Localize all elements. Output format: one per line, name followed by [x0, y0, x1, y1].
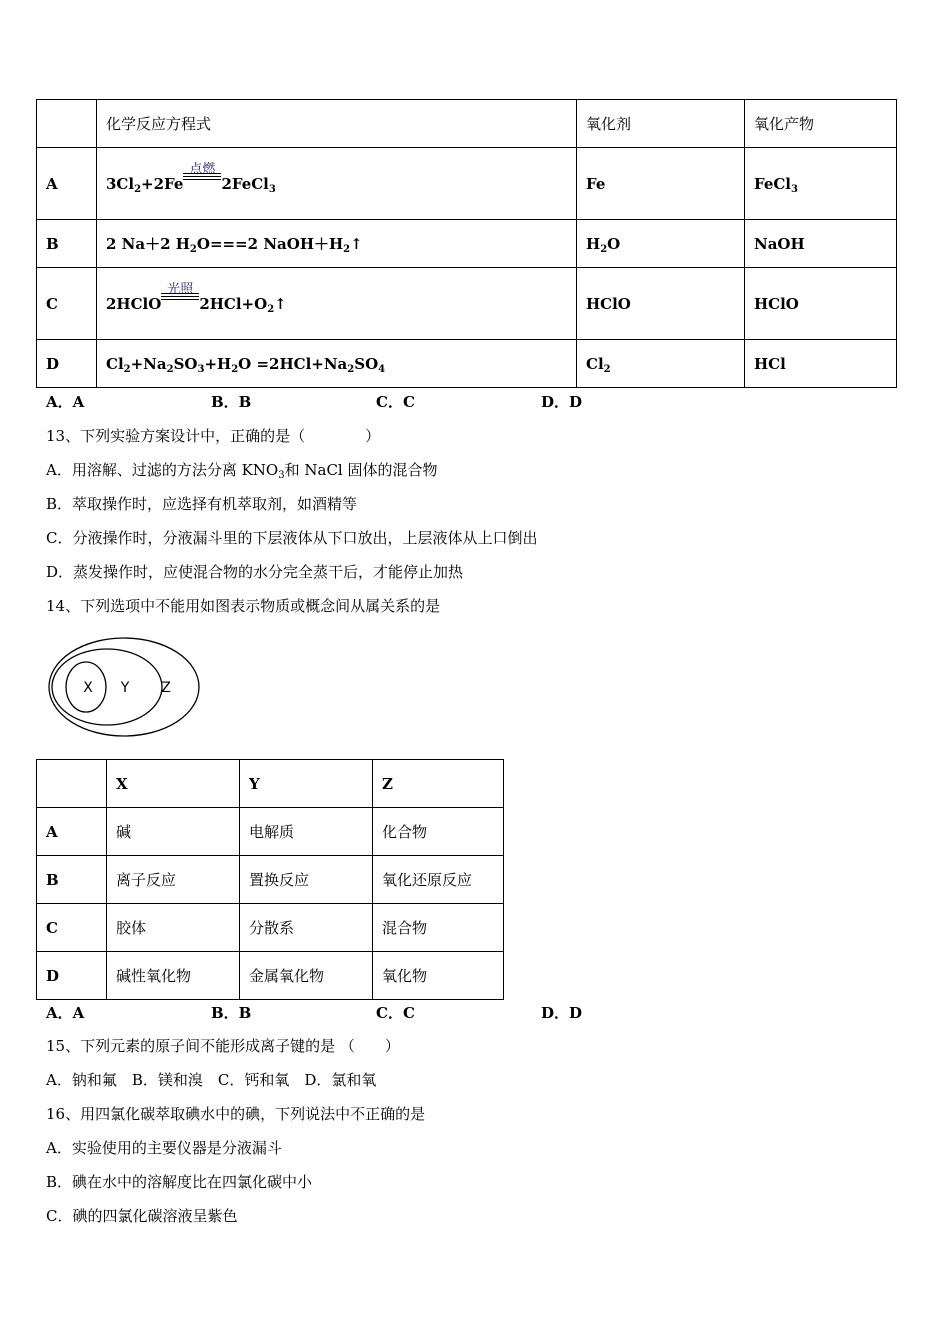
reaction-condition-arrow: [161, 281, 199, 309]
q13-stem: 13、下列实验方案设计中，正确的是（ ）: [46, 427, 381, 445]
q16-stem: 16、用四氯化碳萃取碘水中的碘，下列说法中不正确的是: [46, 1105, 426, 1123]
q12-oxidant-d: $Cl_2$: [577, 340, 745, 388]
q12-option-b: B．B: [211, 393, 252, 411]
q12-equation-a: $3Cl_2+2Fe$ 点燃 2FeCl$_3$: [97, 148, 577, 220]
condition-label: 光照: [167, 281, 194, 297]
q12-option-c: C．C: [376, 393, 415, 411]
q13-option-a: A．用溶解、过滤的方法分离 $KNO_3$和 NaCl 固体的混合物: [46, 461, 438, 481]
q14-cell: 离子反应: [107, 856, 240, 904]
q12-equation-d: $Cl_2+Na_2SO_3+H_2O =2HCl+Na_2SO_4$: [97, 340, 577, 388]
venn-diagram: [45, 634, 205, 744]
q14-table: [36, 759, 504, 1000]
q16-option-a: A．实验使用的主要仪器是分液漏斗: [46, 1139, 282, 1157]
q14-cell: 金属氧化物: [240, 952, 373, 1000]
q12-equation-c: 2HClO 光照 $2HCl+O_2↑$: [97, 268, 577, 340]
q14-header-row: [37, 760, 504, 808]
q14-cell: 混合物: [373, 904, 504, 952]
q14-row-d: [37, 952, 504, 1000]
q15-stem: 15、下列元素的原子间不能形成离子键的是 （ ）: [46, 1037, 400, 1055]
q14-cell: 置换反应: [240, 856, 373, 904]
q12-row-label: C: [37, 268, 97, 340]
q14-row-label: C: [37, 904, 107, 952]
q14-stem: 14、下列选项中不能用如图表示物质或概念间从属关系的是: [46, 597, 441, 615]
q12-header-product: 氧化产物: [745, 100, 897, 148]
q14-option-b: B．B: [211, 1004, 252, 1022]
q14-cell: 化合物: [373, 808, 504, 856]
q14-row-label: A: [37, 808, 107, 856]
q14-row-label: B: [37, 856, 107, 904]
reaction-condition-arrow: [183, 161, 221, 189]
q12-header-blank: [37, 100, 97, 148]
q12-header-equation: 化学反应方程式: [97, 100, 577, 148]
q14-row-b: [37, 856, 504, 904]
q12-product-d: HCl: [745, 340, 897, 388]
q14-header-z: Z: [373, 760, 504, 808]
q13-option-b: B．萃取操作时，应选择有机萃取剂，如酒精等: [46, 495, 358, 513]
q12-product-c: HClO: [745, 268, 897, 340]
q14-cell: 胶体: [107, 904, 240, 952]
q12-options: [46, 391, 706, 412]
q12-option-d: D．D: [541, 393, 583, 411]
q14-row-label: D: [37, 952, 107, 1000]
q12-product-a: FeCl$_3$: [745, 148, 897, 220]
q14-options: [46, 1002, 706, 1023]
q12-row-label: A: [37, 148, 97, 220]
q14-cell: 氧化物: [373, 952, 504, 1000]
q13-option-d: D．蒸发操作时，应使混合物的水分完全蒸干后，才能停止加热: [46, 563, 464, 581]
q14-cell: 氧化还原反应: [373, 856, 504, 904]
q12-row-b: [37, 220, 897, 268]
q14-option-d: D．D: [541, 1004, 583, 1022]
q16-option-b: B．碘在水中的溶解度比在四氯化碳中小: [46, 1173, 313, 1191]
q12-header-oxidant: 氧化剂: [577, 100, 745, 148]
q14-option-c: C．C: [376, 1004, 415, 1022]
label-y: Y: [120, 680, 130, 696]
q12-oxidant-b: $H_2O$: [577, 220, 745, 268]
q12-row-c: [37, 268, 897, 340]
q12-row-d: [37, 340, 897, 388]
q14-cell: 电解质: [240, 808, 373, 856]
label-z: Z: [161, 680, 171, 696]
q12-product-b: NaOH: [745, 220, 897, 268]
q14-cell: 碱性氧化物: [107, 952, 240, 1000]
q12-oxidant-a: Fe: [577, 148, 745, 220]
label-x: X: [83, 680, 93, 696]
condition-label: 点燃: [189, 161, 216, 177]
q12-oxidant-c: HClO: [577, 268, 745, 340]
q14-header-y: Y: [240, 760, 373, 808]
q16-option-c: C．碘的四氯化碳溶液呈紫色: [46, 1207, 238, 1225]
q13-option-c: C．分液操作时，分液漏斗里的下层液体从下口放出，上层液体从上口倒出: [46, 529, 538, 547]
q14-header-blank: [37, 760, 107, 808]
q12-header-row: [37, 100, 897, 148]
q14-option-a: A．A: [46, 1004, 85, 1022]
q12-equation-b: 2 Na＋2 $H_2O===2$ $NaOH+H_2↑$: [97, 220, 577, 268]
q14-header-x: X: [107, 760, 240, 808]
ellipse-y: [52, 649, 162, 725]
q15-options: A．钠和氟 B．镁和溴 C．钙和氧 D．氯和氧: [46, 1071, 377, 1089]
q12-row-a: [37, 148, 897, 220]
q12-option-a: A．A: [46, 393, 85, 411]
q14-row-c: [37, 904, 504, 952]
q14-cell: 分散系: [240, 904, 373, 952]
q14-row-a: [37, 808, 504, 856]
q12-row-label: D: [37, 340, 97, 388]
q14-cell: 碱: [107, 808, 240, 856]
q12-table: [36, 99, 897, 388]
q12-row-label: B: [37, 220, 97, 268]
